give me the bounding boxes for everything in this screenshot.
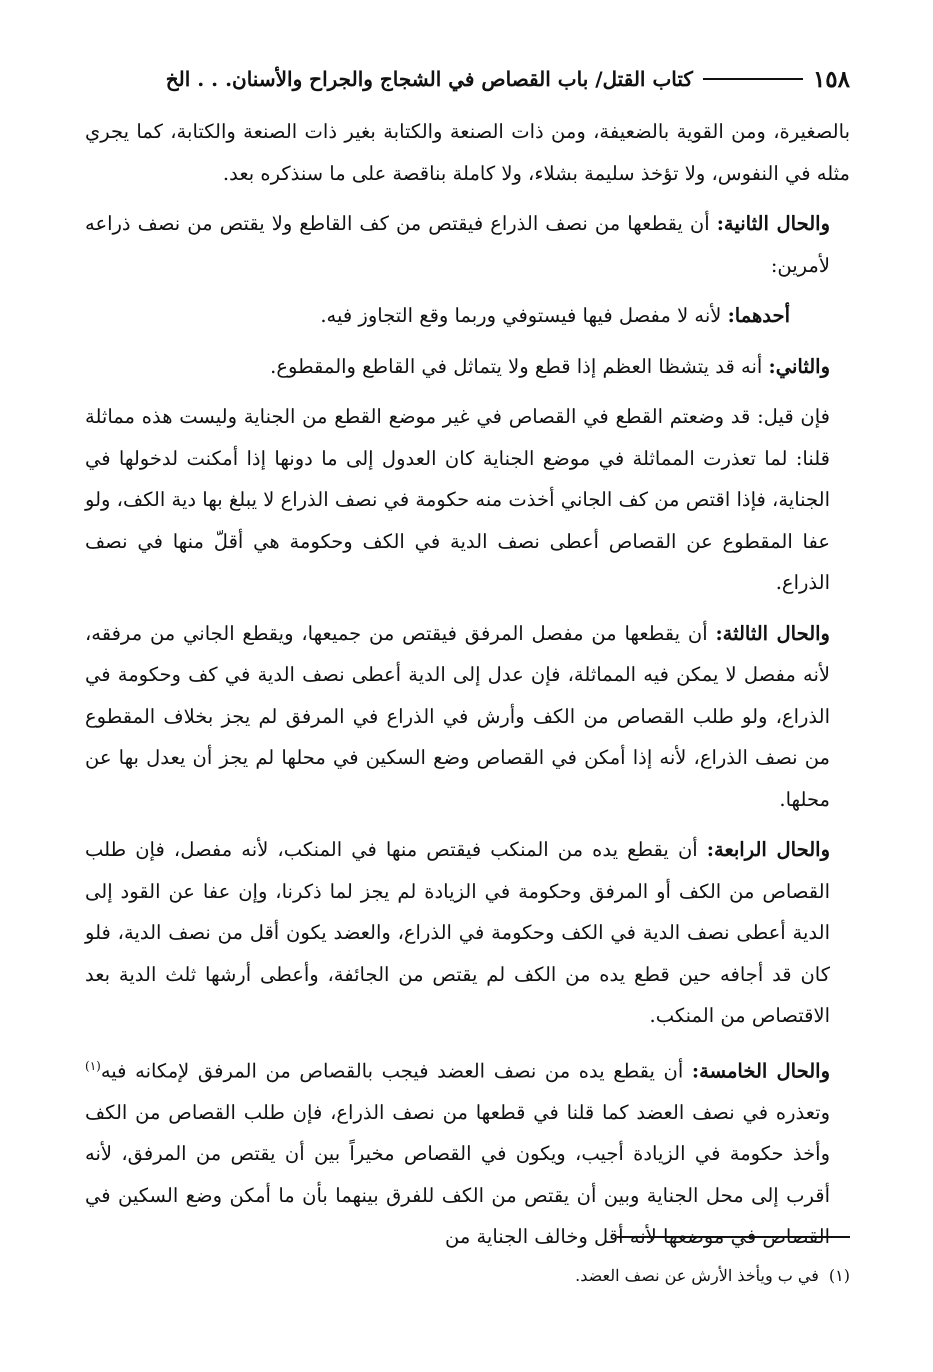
footnote bbox=[400, 1262, 850, 1290]
case-label: والحال الرابعة: bbox=[706, 838, 830, 861]
case-label: والحال الثالثة: bbox=[715, 621, 830, 645]
paragraph-case-three bbox=[85, 613, 850, 821]
paragraph-text: أنه قد يتشظا العظم إذا قطع ولا يتماثل في القاطع والمقطوع. bbox=[270, 354, 769, 378]
paragraph-text: لأنه لا مفصل فيها فيستوفي وربما وقع التجاوز فيه. bbox=[320, 304, 728, 327]
paragraph-text: أن يقطعها من مفصل المرفق فيقتص من جميعها، ويقطع الجاني من مرفقه، لأنه مفصل لا يمكن فيه المماثلة، فإن عدل إلى الدية أعطى نصف الدية في كف وحكومة في الذراع، ولو طلب القصاص من الكف وأرش في الذراع في المرفق لم يجز بخلاف المقطوع من نصف الذراع، لأنه إذا أمكن في القصاص وضع السكين في محلها لم يجز أن يعدل بها عن محلها. bbox=[85, 621, 830, 811]
paragraph-case-five bbox=[85, 1046, 850, 1258]
footnote-number: (١) bbox=[828, 1266, 850, 1285]
body-text bbox=[85, 111, 850, 1258]
paragraph-text: فإن قيل: قد وضعتم القطع في القصاص في غير موضع القطع من الجناية وليست هذه مماثلة قلنا: لما تعذرت المماثلة في موضع الجناية كان العدول إلى ما دونها إذا أمكنت لدخولها في الجناية، فإذا اقتص من كف الجاني أخذت منه حكومة في نصف الذراع لا يبلغ بها دية الكف، ولو عفا المقطوع عن القصاص أعطى نصف الدية في الكف وحكومة هي أقلّ منها في نصف الذراع. bbox=[85, 405, 830, 594]
page-number: ١٥٨ bbox=[812, 65, 850, 93]
paragraph-continuation bbox=[85, 111, 850, 194]
reason-label: والثاني: bbox=[768, 354, 830, 378]
running-title: كتاب القتل/ باب القصاص في الشجاج والجراح والأسنان. . . الخ bbox=[165, 67, 693, 91]
paragraph-text: وتعذره في نصف العضد كما قلنا في قطعها من نصف الذراع، فإن طلب القصاص من الكف وأخذ حكومة في الزيادة أجيب، ويكون في القصاص مخيراً بين أن يقتص من المرفق، لأنه أقرب إلى محل الجناية وبين أن يقتص من الكف للفرق بينهما بأن ما أمكن وضع السكين في القصاص في موضعها لأنه أقل وخالف الجناية من bbox=[85, 1100, 830, 1248]
paragraph-text: بالصغيرة، ومن القوية بالضعيفة، ومن ذات الصنعة والكتابة بغير ذات الصنعة والكتابة، كما يجري مثله في النفوس، ولا تؤخذ سليمة بشلاء، ولا كاملة بناقصة على ما سنذكره بعد. bbox=[85, 120, 850, 185]
book-page bbox=[85, 55, 850, 1267]
footnote-rule bbox=[617, 1236, 850, 1238]
reason-label: أحدهما: bbox=[727, 304, 790, 327]
page-header bbox=[85, 55, 850, 103]
paragraph-case-four bbox=[85, 829, 850, 1037]
case-label: والحال الخامسة: bbox=[691, 1059, 830, 1082]
paragraph-reason-one bbox=[85, 295, 850, 337]
paragraph-text: أن يقطع يده من المنكب فيقتص منها في المنكب، لأنه مفصل، فإن طلب القصاص من الكف أو المرفق وحكومة في الزيادة لم يجز لما ذكرنا، وإن عفا عن القود إلى الدية أعطى نصف الدية في الكف وحكومة في الذراع، والعضد يكون أقل من نصف الدية، فلو كان قد أجافه حين قطع يده من الكف لم يقتص من الجائفة، وأعطى أرشها ثلث الدية بعد الاقتصاص من المنكب. bbox=[85, 838, 830, 1027]
footnote-text: في ب ويأخذ الأرش عن نصف العضد. bbox=[575, 1266, 819, 1285]
paragraph-objection bbox=[85, 396, 850, 604]
paragraph-reason-two bbox=[85, 346, 850, 388]
case-label: والحال الثانية: bbox=[716, 212, 830, 235]
paragraph-text: أن يقطع يده من نصف العضد فيجب بالقصاص من المرفق لإمكانه فيه bbox=[100, 1059, 692, 1082]
paragraph-case-two bbox=[85, 203, 850, 286]
footnote-reference: (١) bbox=[85, 1058, 101, 1073]
header-rule bbox=[703, 78, 803, 80]
paragraph-text: أن يقطعها من نصف الذراع فيقتص من كف القاطع ولا يقتص من نصف ذراعه لأمرين: bbox=[85, 212, 830, 277]
